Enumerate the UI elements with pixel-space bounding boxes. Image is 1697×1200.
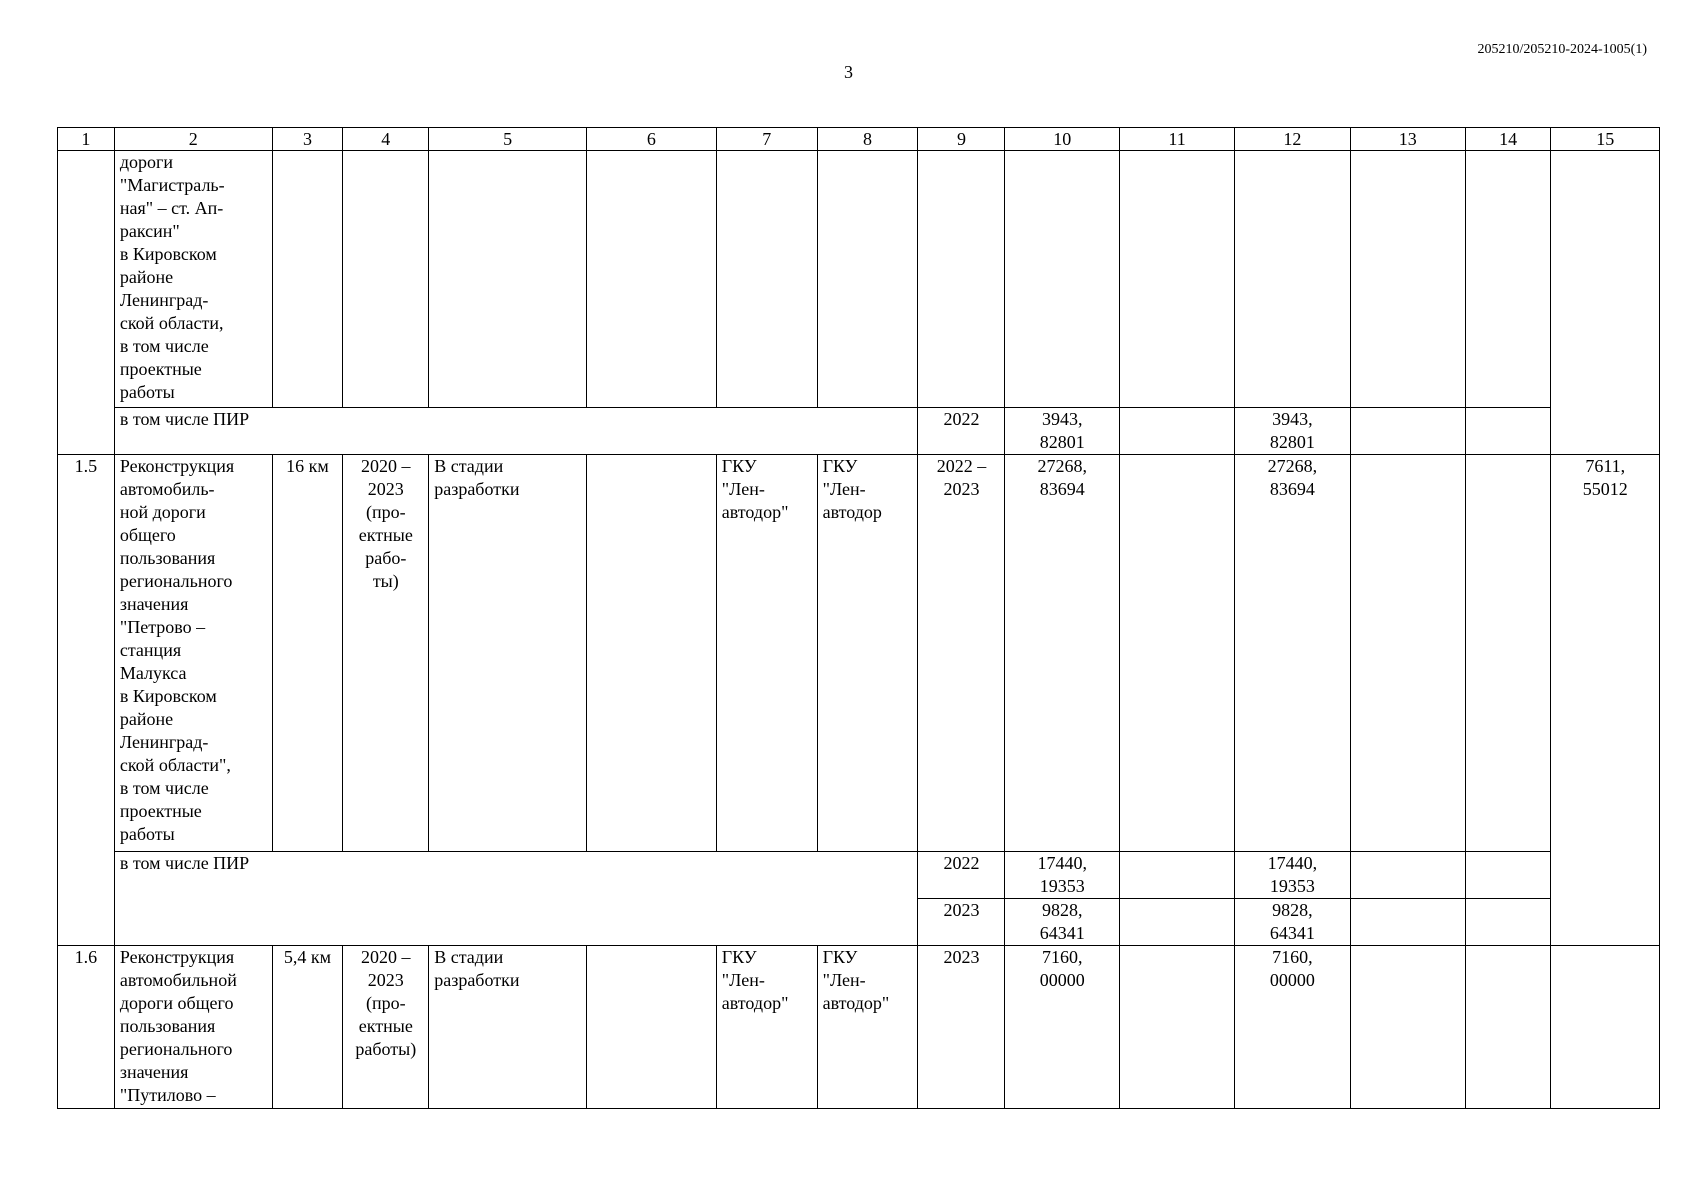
year-cell: 2022 (918, 852, 1005, 899)
column-number: 12 (1234, 128, 1350, 151)
column-number: 3 (272, 128, 343, 151)
year-cell: 2023 (918, 946, 1005, 1109)
table-cell (586, 455, 716, 852)
table-cell (1465, 408, 1551, 455)
column-number: 4 (343, 128, 429, 151)
year-cell: 2022 (918, 408, 1005, 455)
table-cell (1120, 899, 1235, 946)
column-number: 2 (114, 128, 272, 151)
table-cell (1551, 151, 1660, 455)
object-name-cell: Реконструкция автомобильной дороги общего пользования регионального значения "Путилово – (114, 946, 272, 1109)
table-cell (429, 151, 587, 408)
amount-cell: 7160, 00000 (1005, 946, 1120, 1109)
table-cell (1350, 899, 1465, 946)
object-name-cell: дороги "Магистраль- ная" – ст. Ап- раксин" в Кировском районе Ленинград- ской области, в том числе проектные работы (114, 151, 272, 408)
column-number: 7 (716, 128, 817, 151)
amount-cell: 17440, 19353 (1005, 852, 1120, 899)
table-row (58, 151, 1660, 408)
table-cell (1350, 151, 1465, 408)
amount-cell: 7611, 55012 (1551, 455, 1660, 946)
pir-label: в том числе ПИР (114, 852, 918, 946)
column-number: 1 (58, 128, 115, 151)
data-table (57, 127, 1660, 1109)
stage-cell: В стадии разработки (429, 946, 587, 1109)
table-cell (1465, 946, 1551, 1109)
column-number: 10 (1005, 128, 1120, 151)
column-number: 11 (1120, 128, 1235, 151)
table-row (58, 946, 1660, 1109)
table-cell (1234, 151, 1350, 408)
amount-cell: 27268, 83694 (1234, 455, 1350, 852)
table-cell (1120, 946, 1235, 1109)
amount-cell: 3943, 82801 (1234, 408, 1350, 455)
table-cell (1120, 151, 1235, 408)
amount-cell: 17440, 19353 (1234, 852, 1350, 899)
table-row (58, 455, 1660, 852)
column-number: 9 (918, 128, 1005, 151)
table-cell (343, 151, 429, 408)
table-cell (1465, 151, 1551, 408)
object-name-cell: Реконструкция автомобиль- ной дороги общего пользования регионального значения "Петрово – станция Малукса в Кировском районе Ленинград- ской области", в том числе проектные работы (114, 455, 272, 852)
contractor-cell: ГКУ "Лен- автодор (817, 455, 918, 852)
row-number-cell: 1.5 (58, 455, 115, 946)
contractor-cell: ГКУ "Лен- автодор" (817, 946, 918, 1109)
table-cell (1120, 408, 1235, 455)
table-cell (716, 151, 817, 408)
table-cell (817, 151, 918, 408)
table-cell (586, 946, 716, 1109)
table-cell (918, 151, 1005, 408)
year-cell: 2023 (918, 899, 1005, 946)
amount-cell: 9828, 64341 (1234, 899, 1350, 946)
table-cell (586, 151, 716, 408)
amount-cell: 9828, 64341 (1005, 899, 1120, 946)
table-cell (1465, 899, 1551, 946)
column-number: 8 (817, 128, 918, 151)
table-cell (1120, 852, 1235, 899)
table-cell (1551, 946, 1660, 1109)
stage-cell: В стадии разработки (429, 455, 587, 852)
years-cell: 2022 – 2023 (918, 455, 1005, 852)
table-cell (1120, 455, 1235, 852)
document-id: 205210/205210-2024-1005(1) (1477, 42, 1647, 57)
amount-cell: 27268, 83694 (1005, 455, 1120, 852)
amount-cell: 3943, 82801 (1005, 408, 1120, 455)
length-cell: 5,4 км (272, 946, 343, 1109)
pir-label: в том числе ПИР (114, 408, 918, 455)
table-cell (1465, 455, 1551, 852)
period-cell: 2020 – 2023 (про- ектные рабо- ты) (343, 455, 429, 852)
row-number-cell: 1.6 (58, 946, 115, 1109)
table-cell (1350, 852, 1465, 899)
table-cell (272, 151, 343, 408)
table-cell (1350, 455, 1465, 852)
column-number: 14 (1465, 128, 1551, 151)
column-number: 15 (1551, 128, 1660, 151)
column-number: 5 (429, 128, 587, 151)
length-cell: 16 км (272, 455, 343, 852)
customer-cell: ГКУ "Лен- автодор" (716, 946, 817, 1109)
column-number: 13 (1350, 128, 1465, 151)
table-row (58, 408, 1660, 455)
period-cell: 2020 – 2023 (про- ектные работы) (343, 946, 429, 1109)
amount-cell: 7160, 00000 (1234, 946, 1350, 1109)
column-number-row (58, 128, 1660, 151)
page-number: 3 (844, 62, 853, 82)
table-cell (1350, 946, 1465, 1109)
table-row (58, 852, 1660, 899)
table-cell (1350, 408, 1465, 455)
row-number-cell (58, 151, 115, 455)
table-cell (1005, 151, 1120, 408)
column-number: 6 (586, 128, 716, 151)
customer-cell: ГКУ "Лен- автодор" (716, 455, 817, 852)
table-cell (1465, 852, 1551, 899)
